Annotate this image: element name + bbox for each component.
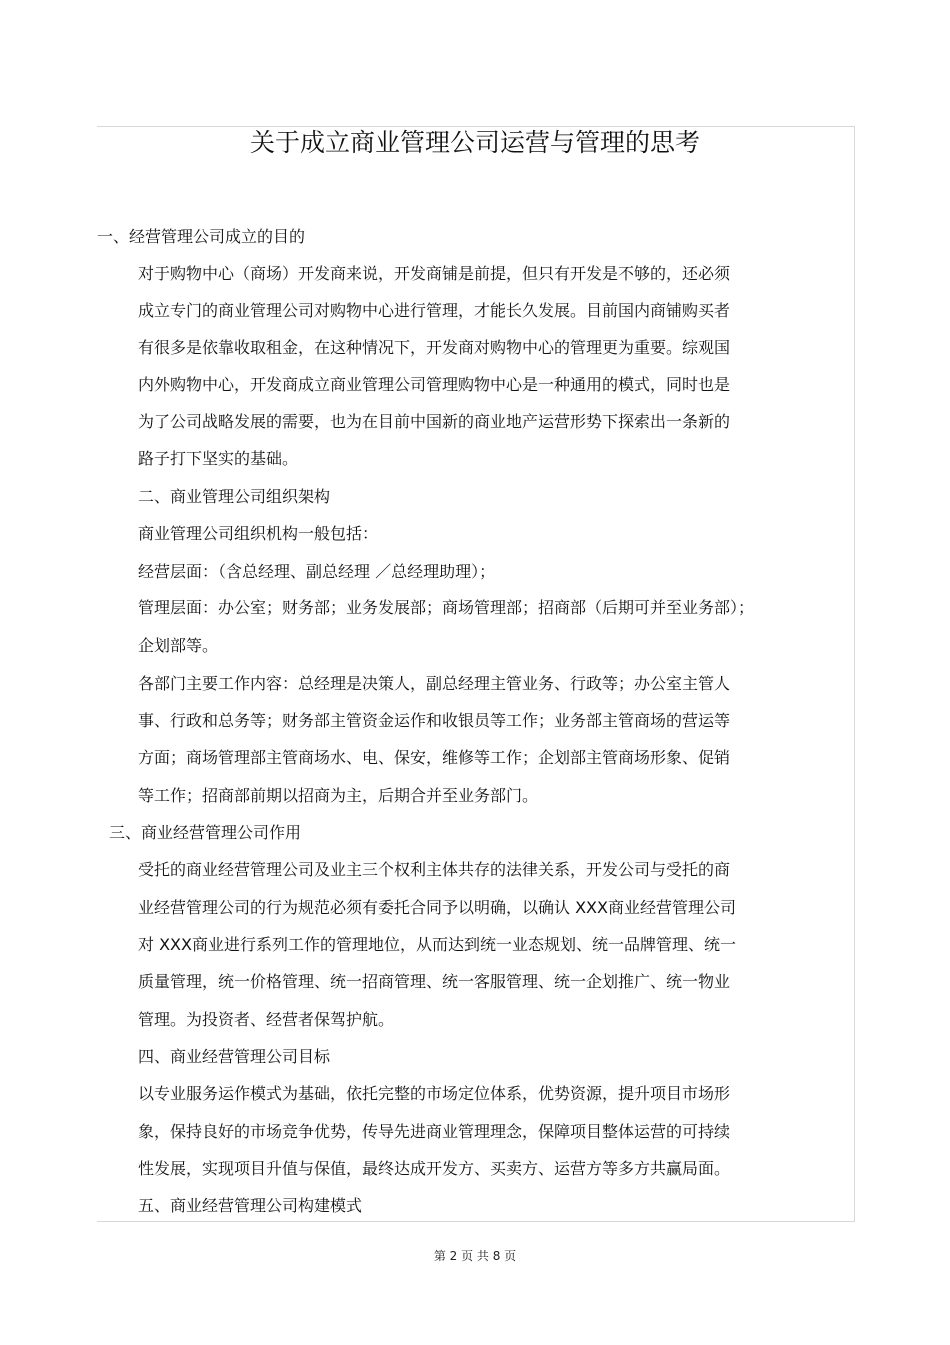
paragraph-line: 经营层面：（含总经理、副总经理 ／总经理助理）； [138,562,496,581]
paragraph-line: 业经营管理公司的行为规范必须有委托合同予以明确，以确认 XXX商业经营管理公司 [138,898,736,917]
paragraph-line: 管理。为投资者、经营者保驾护航。 [138,1010,395,1029]
paragraph-line: 各部门主要工作内容：总经理是决策人，副总经理主管业务、行政等；办公室主管人 [138,674,731,693]
paragraph-line: 等工作；招商部前期以招商为主，后期合并至业务部门。 [138,786,539,805]
paragraph-line: 对 XXX商业进行系列工作的管理地位，从而达到统一业态规划、统一品牌管理、统一 [138,935,736,954]
section-heading: 五、商业经营管理公司构建模式 [138,1196,363,1215]
paragraph-line: 受托的商业经营管理公司及业主三个权利主体共存的法律关系，开发公司与受托的商 [138,860,731,879]
paragraph-line: 成立专门的商业管理公司对购物中心进行管理，才能长久发展。目前国内商铺购买者 [138,301,731,320]
section-heading: 四、商业经营管理公司目标 [138,1047,331,1066]
paragraph-line: 对于购物中心（商场）开发商来说，开发商铺是前提，但只有开发是不够的，还必须 [138,264,731,283]
section-heading: 二、商业管理公司组织架构 [138,487,331,506]
paragraph-line: 象，保持良好的市场竞争优势，传导先进商业管理理念，保障项目整体运营的可持续 [138,1122,731,1141]
paragraph-line: 内外购物中心，开发商成立商业管理公司管理购物中心是一种通用的模式，同时也是 [138,375,731,394]
paragraph-line: 为了公司战略发展的需要，也为在目前中国新的商业地产运营形势下探索出一条新的 [138,412,731,431]
paragraph-line: 事、行政和总务等；财务部主管资金运作和收银员等工作；业务部主管商场的营运等 [138,711,731,730]
paragraph-line: 方面；商场管理部主管商场水、电、保安，维修等工作；企划部主管商场形象、促销 [138,748,731,767]
paragraph-line: 性发展，实现项目升值与保值，最终达成开发方、买卖方、运营方等多方共赢局面。 [138,1159,731,1178]
paragraph-line: 质量管理，统一价格管理、统一招商管理、统一客服管理、统一企划推广、统一物业 [138,972,731,991]
paragraph-line: 有很多是依靠收取租金，在这种情况下，开发商对购物中心的管理更为重要。综观国 [138,338,731,357]
paragraph-line: 商业管理公司组织机构一般包括： [138,524,379,543]
section-heading: 三、商业经营管理公司作用 [109,823,302,842]
document-title: 关于成立商业管理公司运营与管理的思考 [249,128,700,157]
page-number: 第 2 页 共 8 页 [433,1249,517,1263]
paragraph-line: 路子打下坚实的基础。 [138,449,299,468]
paragraph-line: 企划部等。 [138,636,219,655]
paragraph-line: 管理层面：办公室；财务部；业务发展部；商场管理部；招商部（后期可并至业务部）； [138,598,755,617]
section-heading: 一、经营管理公司成立的目的 [97,227,306,246]
paragraph-line: 以专业服务运作模式为基础，依托完整的市场定位体系，优势资源，提升项目市场形 [138,1084,731,1103]
